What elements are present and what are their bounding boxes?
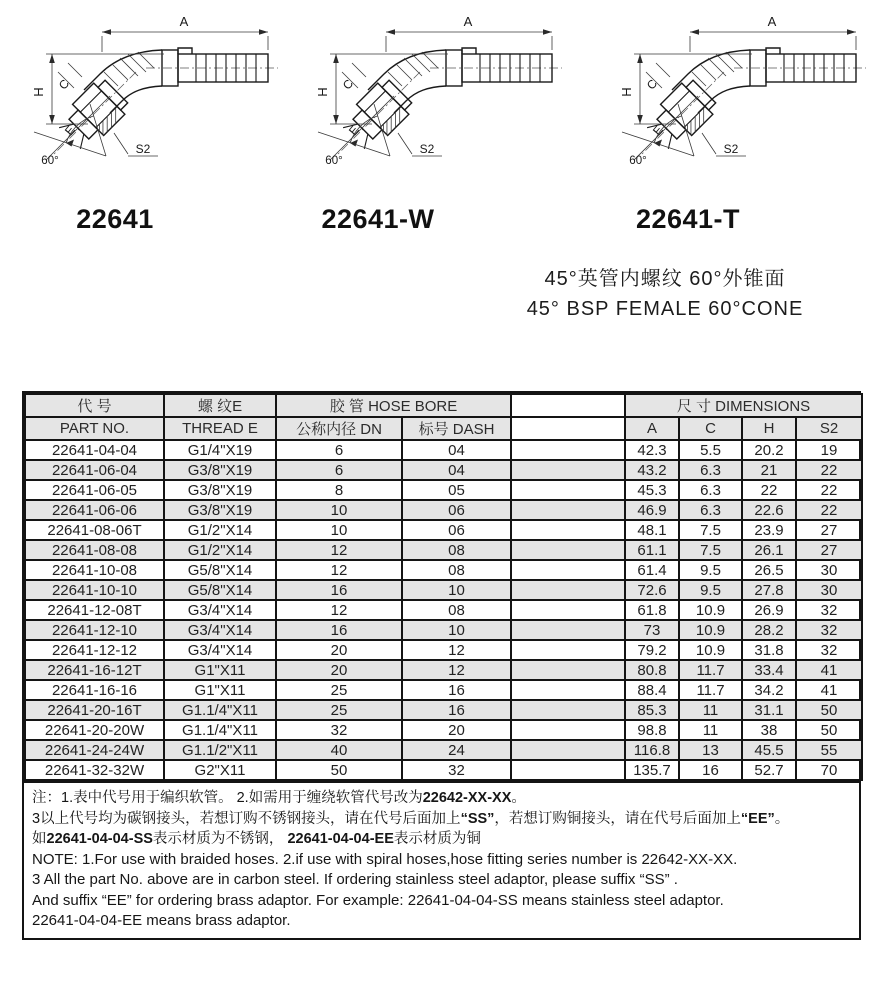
spec-cell: 40 [276,740,402,760]
header-dimensions: 尺 寸 DIMENSIONS [625,394,862,417]
spec-cell: 135.7 [625,760,679,780]
spec-cell: G3/8"X19 [164,460,276,480]
spec-cell: 20 [276,640,402,660]
dim-label-c: C [643,76,661,93]
spec-cell: 22641-10-10 [25,580,164,600]
dimension-s2 [398,133,442,156]
spec-cell: 48.1 [625,520,679,540]
table-row [25,620,862,640]
header-part-no-zh: 代 号 [25,394,164,417]
spec-cell: 06 [402,520,511,540]
spec-cell: 27.8 [742,580,796,600]
spec-cell: 22641-16-12T [25,660,164,680]
drawing-22641-w [300,6,568,188]
spec-cell: 08 [402,600,511,620]
dim-label-a: A [767,14,777,29]
spec-cell: 6.3 [679,480,742,500]
spec-cell: 26.9 [742,600,796,620]
spec-cell: G1.1/2"X11 [164,740,276,760]
spec-cell: 12 [276,560,402,580]
spec-cell: 41 [796,660,862,680]
spec-cell: 12 [276,600,402,620]
spec-cell: 11.7 [679,680,742,700]
dim-label-h: H [315,87,330,97]
spec-cell: G5/8"X14 [164,560,276,580]
spec-cell: 21 [742,460,796,480]
note-line: 注：1.表中代号用于编织软管。 2.如需用于缠绕软管代号改为22642-XX-XX。 [32,790,526,806]
spec-cell: 45.5 [742,740,796,760]
table-row [25,740,862,760]
spec-cell: 41 [796,680,862,700]
dim-label-c: C [339,76,357,93]
drawing-22641 [16,6,284,188]
blank-cell [511,480,625,500]
drawing-22641-t [604,6,872,188]
spec-cell: 20 [276,660,402,680]
spec-cell: 6 [276,440,402,460]
blank-cell [511,720,625,740]
blank-cell [511,540,625,560]
blank-cell [511,700,625,720]
note-line: 22641-04-04-EE means brass adaptor. [32,912,291,929]
dimension-a [386,14,552,52]
spec-cell: 34.2 [742,680,796,700]
spec-cell: 22641-12-10 [25,620,164,640]
dim-label-e: E [649,122,666,138]
spec-cell: 22641-32-32W [25,760,164,780]
spec-cell: 73 [625,620,679,640]
spec-cell: 26.1 [742,540,796,560]
spec-cell: 31.8 [742,640,796,660]
spec-cell: 43.2 [625,460,679,480]
spec-cell: 32 [796,640,862,660]
note-line: NOTE: 1.For use with braided hoses. 2.if use with spiral hoses,hose fitting series number is 22642-XX-XX. [32,850,738,868]
header-dim-a: A [625,417,679,440]
dim-label-angle: 60° [629,155,647,167]
spec-cell: 45.3 [625,480,679,500]
spec-cell: 22641-20-20W [25,720,164,740]
spec-cell: 22 [742,480,796,500]
product-title-zh: 45°英管内螺纹 60°外锥面 [544,268,786,290]
dim-label-a: A [179,14,189,29]
spec-table-wrap [22,391,861,940]
blank-cell [511,640,625,660]
header-dim-h: H [742,417,796,440]
fitting-technical-drawing [16,6,284,188]
spec-cell: 10 [402,580,511,600]
spec-cell: 11.7 [679,660,742,680]
spec-cell: 16 [402,700,511,720]
table-row [25,540,862,560]
note-line: 3以上代号均为碳钢接头，若想订购不锈钢接头，请在代号后面加上“SS”，若想订购铜接头，请在代号后面加上“EE”。 [32,810,790,827]
spec-cell: 10.9 [679,640,742,660]
spec-cell: 7.5 [679,540,742,560]
spec-cell: G1"X11 [164,660,276,680]
spec-cell: G3/8"X19 [164,480,276,500]
spec-cell: G5/8"X14 [164,580,276,600]
spec-cell: 20 [402,720,511,740]
spec-cell: G1.1/4"X11 [164,700,276,720]
table-row [25,700,862,720]
spec-cell: 04 [402,440,511,460]
spec-cell: 32 [796,620,862,640]
part-number-label-2: 22641-W [321,204,435,234]
spec-cell: 22.6 [742,500,796,520]
dimension-a [690,14,856,52]
spec-cell: 16 [276,580,402,600]
blank-cell [511,600,625,620]
header-row-2 [25,417,862,440]
spec-cell: 31.1 [742,700,796,720]
spec-cell: 38 [742,720,796,740]
spec-cell: 98.8 [625,720,679,740]
spec-table [24,393,863,781]
elbow-body [368,50,446,113]
spec-cell: 61.4 [625,560,679,580]
spec-cell: 22641-08-08 [25,540,164,560]
spec-cell: 16 [276,620,402,640]
table-row [25,560,862,580]
header-dash: 标号 DASH [402,417,511,440]
spec-cell: G1/2"X14 [164,540,276,560]
spec-cell: 10 [276,500,402,520]
header-dim-s2: S2 [796,417,862,440]
table-row [25,460,862,480]
elbow-body [672,50,750,113]
note-line: 如22641-04-04-SS表示材质为不锈钢， 22641-04-04-EE表示材质为铜 [32,831,481,847]
dim-label-angle: 60° [325,155,343,167]
header-row-1 [25,394,862,417]
spec-cell: 16 [679,760,742,780]
table-row [25,520,862,540]
dim-label-h: H [31,87,46,97]
dim-label-s2: S2 [419,142,435,156]
blank-cell [511,660,625,680]
spec-cell: 23.9 [742,520,796,540]
spec-cell: 27 [796,520,862,540]
header-thread-zh: 螺 纹E [164,394,276,417]
product-title-en: 45° BSP FEMALE 60°CONE [526,298,804,320]
header-blank-col [511,394,625,417]
spec-cell: 25 [276,700,402,720]
dim-label-s2: S2 [135,142,151,156]
blank-cell [511,560,625,580]
spec-cell: 116.8 [625,740,679,760]
table-row [25,760,862,780]
spec-cell: 12 [276,540,402,560]
dim-label-h: H [619,87,634,97]
dim-label-angle: 60° [41,155,59,167]
spec-cell: 6 [276,460,402,480]
spec-cell: 7.5 [679,520,742,540]
blank-cell [511,520,625,540]
spec-cell: 19 [796,440,862,460]
dimension-e [634,96,698,160]
header-hose-bore: 胶 管 HOSE BORE [276,394,511,417]
spec-cell: 22641-24-24W [25,740,164,760]
spec-cell: 6.3 [679,460,742,480]
dimension-c [56,63,82,92]
header-dim-c: C [679,417,742,440]
blank-cell [511,680,625,700]
spec-cell: G3/8"X19 [164,500,276,520]
dimension-a [102,14,268,52]
spec-cell: 50 [796,720,862,740]
spec-cell: 32 [276,720,402,740]
fitting-technical-drawing [604,6,872,188]
spec-cell: 50 [276,760,402,780]
table-row [25,720,862,740]
spec-cell: 30 [796,580,862,600]
elbow-body [84,50,162,113]
spec-cell: 72.6 [625,580,679,600]
spec-cell: 16 [402,680,511,700]
spec-cell: 32 [796,600,862,620]
dim-label-e: E [61,122,78,138]
spec-cell: G1/2"X14 [164,520,276,540]
spec-cell: 9.5 [679,560,742,580]
dimension-e [46,96,110,160]
spec-cell: G3/4"X14 [164,640,276,660]
dim-label-c: C [55,76,73,93]
dimension-e [330,96,394,160]
spec-cell: 85.3 [625,700,679,720]
hose-tail [750,48,856,86]
table-row [25,600,862,620]
dimension-s2 [702,133,746,156]
spec-cell: 22641-04-04 [25,440,164,460]
spec-cell: 22641-06-04 [25,460,164,480]
spec-cell: 28.2 [742,620,796,640]
spec-cell: 04 [402,460,511,480]
spec-cell: 22641-06-05 [25,480,164,500]
spec-cell: 22641-12-12 [25,640,164,660]
spec-cell: 12 [402,660,511,680]
blank-cell [511,760,625,780]
spec-cell: 9.5 [679,580,742,600]
table-row [25,440,862,460]
blank-cell [511,580,625,600]
spec-cell: 24 [402,740,511,760]
table-row [25,500,862,520]
spec-cell: 05 [402,480,511,500]
spec-cell: G3/4"X14 [164,620,276,640]
spec-cell: 12 [402,640,511,660]
spec-cell: 30 [796,560,862,580]
header-blank-col [511,417,625,440]
spec-cell: 22641-12-08T [25,600,164,620]
spec-cell: 22641-16-16 [25,680,164,700]
dim-label-a: A [463,14,473,29]
spec-cell: 27 [796,540,862,560]
blank-cell [511,440,625,460]
spec-cell: 22 [796,500,862,520]
spec-cell: 10 [276,520,402,540]
spec-cell: 13 [679,740,742,760]
part-number-label-3: 22641-T [635,204,741,234]
dimension-c [340,63,366,92]
spec-cell: 79.2 [625,640,679,660]
spec-cell: 10.9 [679,620,742,640]
spec-cell: 20.2 [742,440,796,460]
spec-cell: G1.1/4"X11 [164,720,276,740]
spec-cell: 10.9 [679,600,742,620]
spec-cell: G1/4"X19 [164,440,276,460]
spec-cell: 61.8 [625,600,679,620]
spec-cell: 33.4 [742,660,796,680]
header-thread-en: THREAD E [164,417,276,440]
spec-cell: 52.7 [742,760,796,780]
spec-cell: 26.5 [742,560,796,580]
blank-cell [511,500,625,520]
table-row [25,640,862,660]
spec-cell: 5.5 [679,440,742,460]
header-part-no-en: PART NO. [25,417,164,440]
spec-cell: 55 [796,740,862,760]
spec-cell: 50 [796,700,862,720]
note-line: And suffix “EE” for ordering brass adaptor. For example: 22641-04-04-SS means stainless steel adaptor. [32,891,724,909]
spec-cell: 11 [679,700,742,720]
dim-label-e: E [345,122,362,138]
part-number-label-1: 22641 [76,204,154,234]
spec-cell: 11 [679,720,742,740]
spec-cell: 46.9 [625,500,679,520]
spec-cell: 61.1 [625,540,679,560]
spec-cell: 22 [796,460,862,480]
spec-cell: 06 [402,500,511,520]
spec-cell: 32 [402,760,511,780]
hose-tail [446,48,552,86]
spec-cell: G2"X11 [164,760,276,780]
spec-cell: 22641-10-08 [25,560,164,580]
spec-cell: G3/4"X14 [164,600,276,620]
blank-cell [511,740,625,760]
dimension-c [644,63,670,92]
hose-tail [162,48,268,86]
note-line: 3 All the part No. above are in carbon steel. If ordering stainless steel adaptor, please suffix “SS” . [32,871,678,888]
dim-label-s2: S2 [723,142,739,156]
table-row [25,480,862,500]
table-row [25,680,862,700]
dimension-s2 [114,133,158,156]
header-dn: 公称内径 DN [276,417,402,440]
spec-cell: 8 [276,480,402,500]
spec-cell: 70 [796,760,862,780]
spec-cell: 22641-08-06T [25,520,164,540]
spec-cell: 10 [402,620,511,640]
table-row [25,580,862,600]
spec-cell: 08 [402,560,511,580]
spec-cell: 88.4 [625,680,679,700]
spec-cell: 42.3 [625,440,679,460]
spec-cell: 25 [276,680,402,700]
table-row [25,660,862,680]
fitting-technical-drawing [300,6,568,188]
blank-cell [511,620,625,640]
spec-cell: 22 [796,480,862,500]
spec-cell: 22641-20-16T [25,700,164,720]
spec-cell: 6.3 [679,500,742,520]
product-title [448,262,882,321]
spec-cell: 08 [402,540,511,560]
notes-block [24,781,859,938]
spec-cell: G1"X11 [164,680,276,700]
blank-cell [511,460,625,480]
spec-cell: 22641-06-06 [25,500,164,520]
spec-cell: 80.8 [625,660,679,680]
